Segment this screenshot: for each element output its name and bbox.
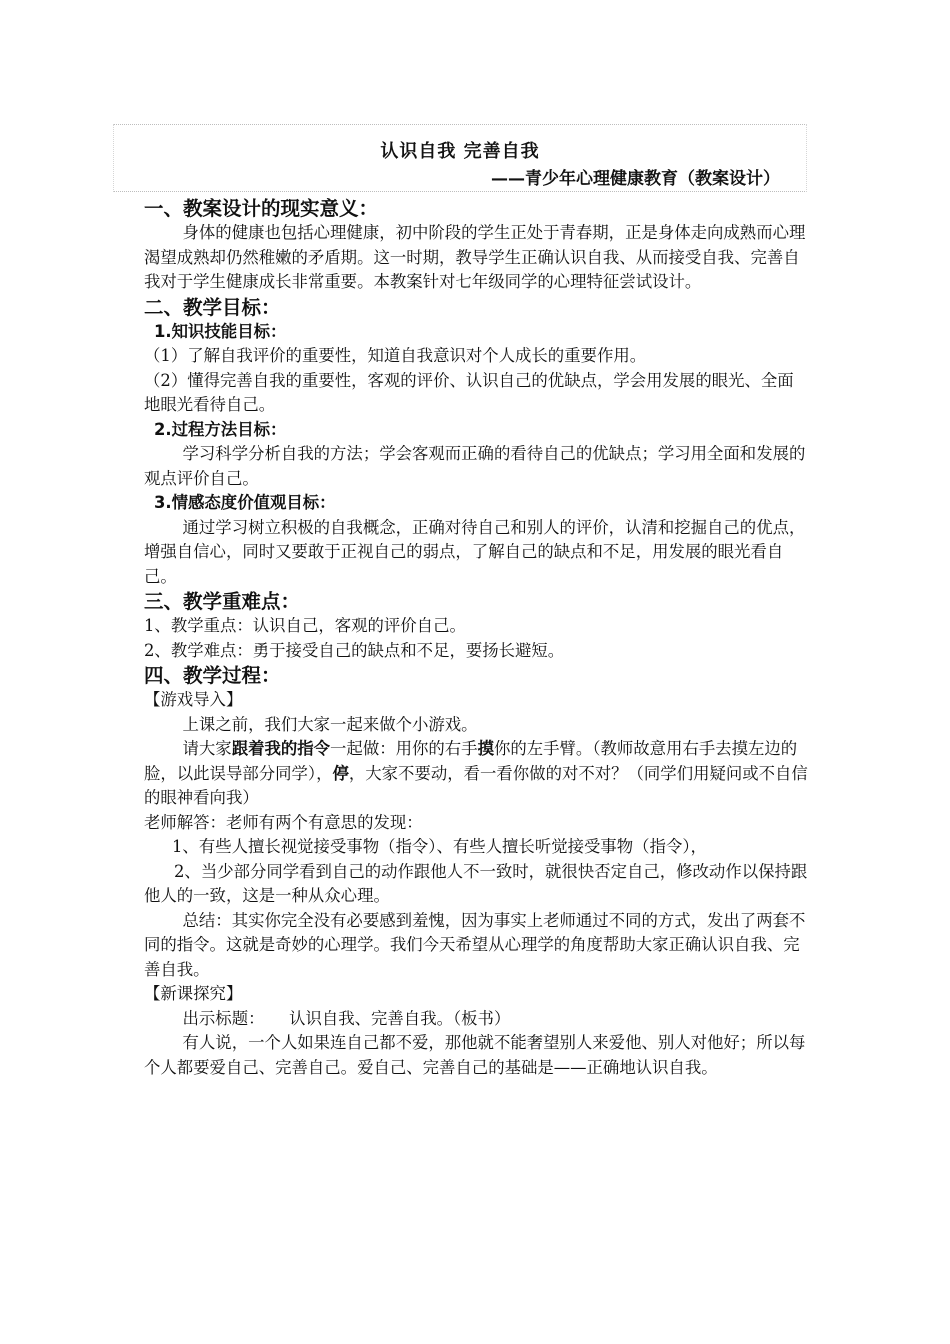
finding-2: 2、当少部分同学看到自己的动作跟他人不一致时，就很快否定自己，修改动作以保持跟他人的一致，这是一种从众心理。 [144, 861, 808, 905]
game-text-g: ，大家不要动，看一看你做的对不对？（同学们用疑问或不自信的眼神看向我） [144, 763, 808, 807]
section-heading-significance: 一、教案设计的现实意义： [144, 197, 379, 220]
section-heading-key-points: 三、教学重难点： [144, 590, 301, 613]
teacher-answer-label: 老师解答：老师有两个有意思的发现： [144, 812, 423, 832]
game-text-stop: 停 [332, 763, 349, 783]
document-body [144, 196, 810, 1080]
summary-paragraph: 总结：其实你完全没有必要感到羞愧，因为事实上老师通过不同的方式，发出了两套不同的指令。这就是奇妙的心理学。我们今天希望从心理学的角度帮助大家正确认识自我、完善自我。 [144, 910, 806, 979]
section-heading-objectives: 二、教学目标： [144, 295, 281, 319]
objective-knowledge-item-1: （1）了解自我评价的重要性，知道自我意识对个人成长的重要作用。 [144, 346, 647, 365]
key-point: 1、教学重点：认识自己，客观的评价自己。 [144, 616, 466, 635]
finding-1: 1、有些人擅长视觉接受事物（指令）、有些人擅长听觉接受事物（指令）， [172, 837, 707, 856]
section-heading-process: 四、教学过程： [144, 664, 281, 687]
game-text-e: 你的左手臂。（教师故意用右手去摸左边的脸，以此误导部分同学）， [144, 739, 798, 783]
game-text-touch: 摸 [477, 739, 494, 758]
game-text-c: 一起做：用你的右手 [330, 739, 478, 758]
objective-knowledge-item-2: （2）懂得完善自我的重要性，客观的评价、认识自己的优缺点，学会用发展的眼光、全面地眼光看待自己。 [144, 370, 794, 414]
document-header [113, 124, 807, 192]
objective-emotion-text: 通过学习树立积极的自我概念，正确对待自己和别人的评价，认清和挖掘自己的优点，增强自信心，同时又要敢于正视自己的弱点，了解自己的缺点和不足，用发展的眼光看自己。 [144, 517, 806, 586]
objective-process-text: 学习科学分析自我的方法；学会客观而正确的看待自己的优缺点；学习用全面和发展的观点评价自己。 [144, 444, 806, 488]
significance-paragraph: 身体的健康也包括心理健康，初中阶段的学生正处于青春期，正是身体走向成熟而心理渴望成熟却仍然稚嫩的矛盾期。这一时期，教导学生正确认识自我、从而接受自我、完善自我对于学生健康成长非常重要。本教案针对七年级同学的心理特征尝试设计。 [144, 223, 806, 291]
objective-emotion-title: 3.情感态度价值观目标： [154, 493, 336, 512]
game-text-a: 请大家 [182, 739, 232, 758]
objective-knowledge-title: 1.知识技能目标： [154, 321, 287, 341]
final-paragraph: 有人说，一个人如果连自己都不爱，那他就不能奢望别人来爱他、别人对他好；所以每个人都要爱自己、完善自己。爱自己、完善自己的基础是——正确地认识自我。 [144, 1033, 806, 1077]
game-intro-label: 【游戏导入】 [144, 690, 243, 709]
game-paragraph-2 [144, 737, 810, 811]
new-lesson-label: 【新课探究】 [144, 984, 243, 1003]
game-text-follow-instructions: 跟着我的指令 [231, 739, 331, 758]
objective-process-title: 2.过程方法目标： [154, 419, 287, 439]
document-subtitle: ——青少年心理健康教育（教案设计） [491, 169, 780, 189]
show-title-line: 出示标题： 认识自我、完善自我。（板书） [182, 1008, 511, 1028]
game-paragraph-1: 上课之前，我们大家一起来做个小游戏。 [182, 714, 478, 734]
difficult-point: 2、教学难点：勇于接受自己的缺点和不足，要扬长避短。 [144, 640, 565, 660]
document-title: 认识自我 完善自我 [380, 141, 540, 162]
